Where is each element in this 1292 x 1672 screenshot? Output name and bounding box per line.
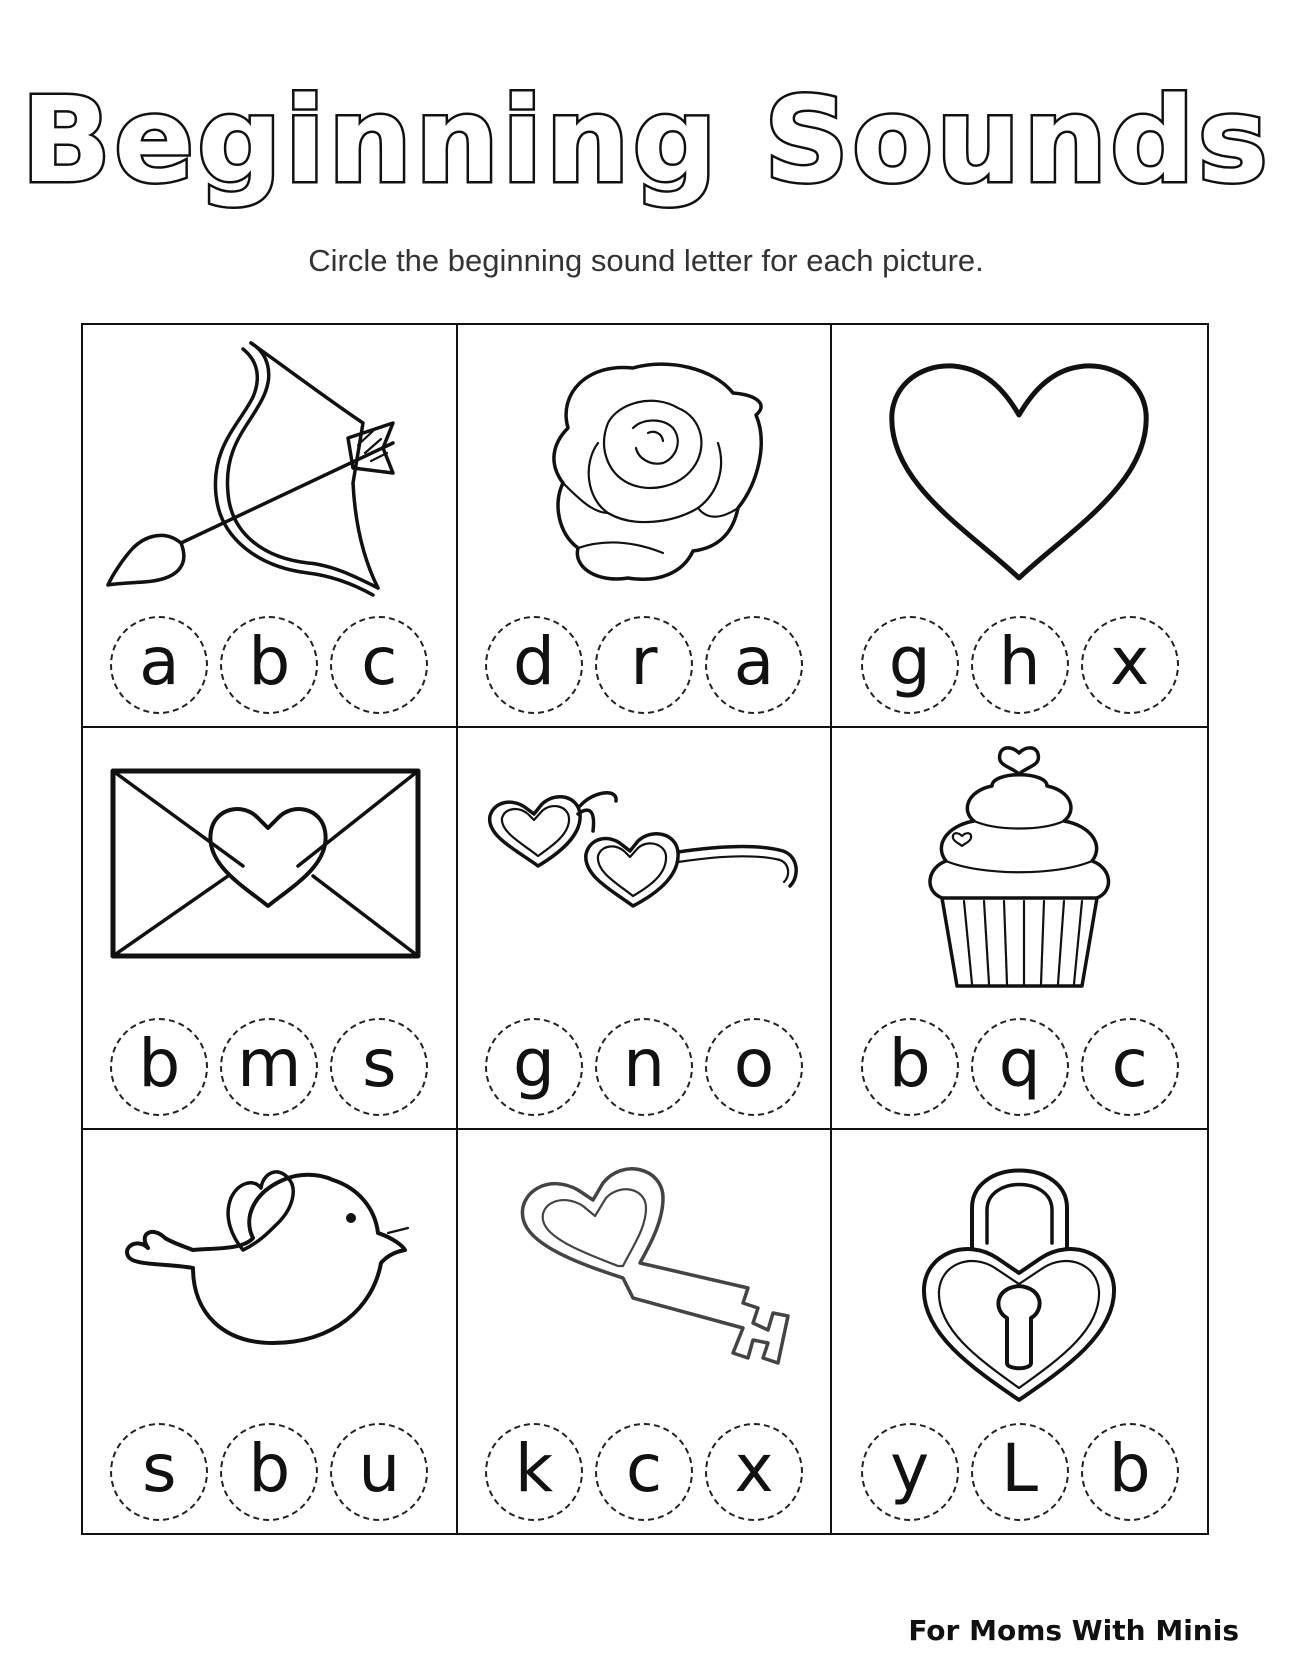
bow-and-arrow-icon	[93, 333, 447, 603]
letter-choice[interactable]: b	[861, 1018, 959, 1116]
letter-choice[interactable]: y	[861, 1423, 959, 1521]
picture-cell	[83, 1130, 458, 1533]
picture-cell	[832, 1130, 1207, 1533]
heart-key-icon	[468, 1138, 822, 1408]
bird-icon	[93, 1138, 447, 1408]
credit-text: For Moms With Minis	[908, 1614, 1239, 1647]
letter-choice[interactable]: g	[861, 616, 959, 714]
rose-icon	[468, 333, 822, 603]
envelope-icon	[93, 736, 447, 1006]
letter-choice[interactable]: r	[595, 616, 693, 714]
letter-choices	[83, 1018, 456, 1118]
letter-choice[interactable]: b	[220, 1423, 318, 1521]
picture-cell	[83, 728, 458, 1131]
letter-choice[interactable]: o	[705, 1018, 803, 1116]
picture-cell	[83, 325, 458, 728]
heart-lock-icon	[842, 1138, 1196, 1408]
letter-choice[interactable]: n	[595, 1018, 693, 1116]
letter-choice[interactable]: x	[705, 1423, 803, 1521]
letter-choice[interactable]: b	[220, 616, 318, 714]
instructions: Circle the beginning sound letter for each picture.	[308, 243, 984, 278]
letter-choice[interactable]: c	[595, 1423, 693, 1521]
letter-choice[interactable]: b	[110, 1018, 208, 1116]
letter-choices	[458, 1018, 831, 1118]
picture-cell	[458, 325, 833, 728]
letter-choice[interactable]: x	[1081, 616, 1179, 714]
picture-cell	[832, 325, 1207, 728]
letter-choice[interactable]: c	[1081, 1018, 1179, 1116]
letter-choice[interactable]: a	[705, 616, 803, 714]
letter-choices	[832, 1423, 1207, 1523]
letter-choices	[458, 1423, 831, 1523]
letter-choice[interactable]: b	[1081, 1423, 1179, 1521]
letter-choice[interactable]: q	[971, 1018, 1069, 1116]
letter-choices	[83, 616, 456, 716]
letter-choices	[832, 1018, 1207, 1118]
letter-choice[interactable]: m	[220, 1018, 318, 1116]
letter-choices	[83, 1423, 456, 1523]
letter-choice[interactable]: s	[330, 1018, 428, 1116]
picture-cell	[458, 728, 833, 1131]
heart-glasses-icon	[468, 736, 822, 1006]
page-title: Beginning Sounds	[21, 71, 1271, 209]
letter-choice[interactable]: g	[485, 1018, 583, 1116]
letter-choice[interactable]: h	[971, 616, 1069, 714]
letter-choice[interactable]: s	[110, 1423, 208, 1521]
letter-choice[interactable]: a	[110, 616, 208, 714]
picture-cell	[832, 728, 1207, 1131]
letter-choice[interactable]: d	[485, 616, 583, 714]
letter-choice[interactable]: u	[330, 1423, 428, 1521]
letter-choices	[832, 616, 1207, 716]
letter-choices	[458, 616, 831, 716]
worksheet-grid	[81, 323, 1209, 1535]
heart-icon	[842, 333, 1196, 603]
letter-choice[interactable]: c	[330, 616, 428, 714]
letter-choice[interactable]: L	[971, 1423, 1069, 1521]
letter-choice[interactable]: k	[485, 1423, 583, 1521]
cupcake-icon	[842, 736, 1196, 1006]
picture-cell	[458, 1130, 833, 1533]
